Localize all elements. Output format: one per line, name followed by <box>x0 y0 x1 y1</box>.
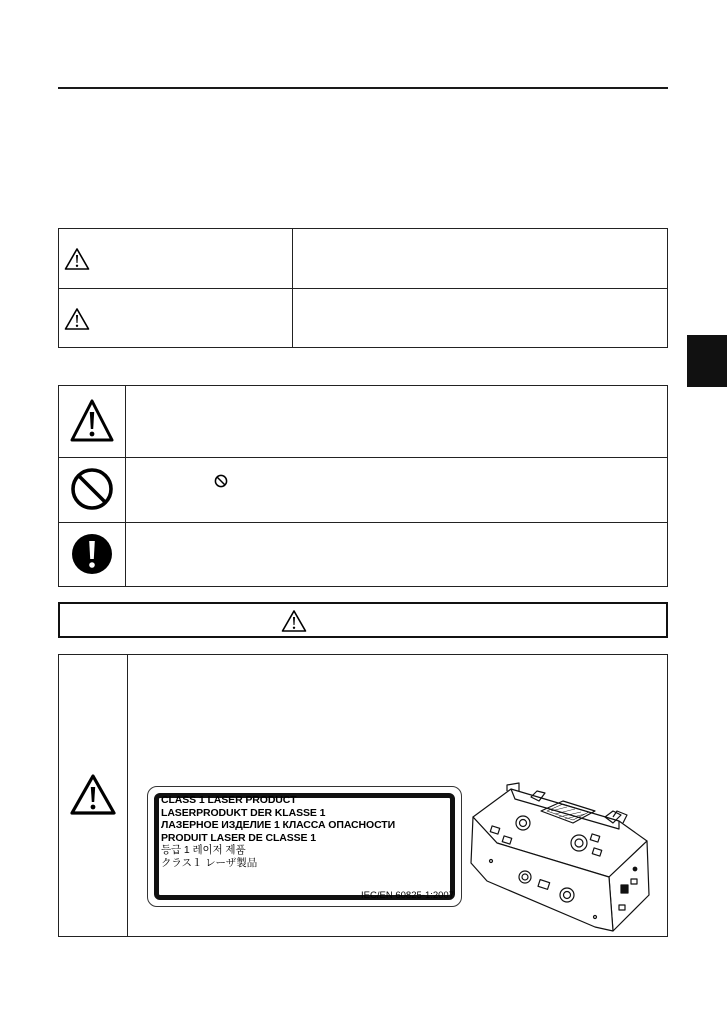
warning-triangle-icon <box>69 773 117 817</box>
table-divider <box>292 229 293 347</box>
label-line-jp: クラス１ レーザ製品 <box>161 856 258 869</box>
signal-word-table <box>58 228 668 348</box>
prohibition-icon-inline <box>214 474 228 488</box>
warning-triangle-icon <box>281 609 307 633</box>
definition-row-caution <box>59 288 667 349</box>
label-line-kr: 등급 1 레이저 제품 <box>161 844 246 856</box>
warning-triangle-icon <box>64 307 90 331</box>
label-line-en: CLASS 1 LASER PRODUCT <box>161 794 297 806</box>
device-illustration <box>467 777 661 937</box>
laser-warning-section <box>58 654 668 937</box>
warning-triangle-icon <box>69 398 115 444</box>
warning-triangle-icon <box>64 247 90 271</box>
table-divider <box>125 386 126 586</box>
row-divider <box>59 522 667 523</box>
table-divider <box>127 655 128 936</box>
laser-product-label <box>147 786 462 907</box>
chapter-tab <box>687 335 727 387</box>
definition-row-warning <box>59 229 667 289</box>
mandatory-action-icon <box>69 531 115 577</box>
header-rule <box>58 87 668 89</box>
warning-banner <box>58 602 668 638</box>
row-divider <box>59 457 667 458</box>
label-line-de: LASERPRODUKT DER KLASSE 1 <box>161 806 326 819</box>
label-line-ru: ЛАЗЕРНОЕ ИЗДЕЛИЕ 1 КЛАССА ОПАСНОСТИ <box>161 819 396 831</box>
symbol-legend-table <box>58 385 668 587</box>
label-text-block <box>161 794 395 869</box>
label-line-fr: PRODUIT LASER DE CLASSE 1 <box>161 831 317 844</box>
label-standard: IEC/EN 60825-1:2007 <box>361 890 454 901</box>
prohibition-icon <box>69 466 115 512</box>
